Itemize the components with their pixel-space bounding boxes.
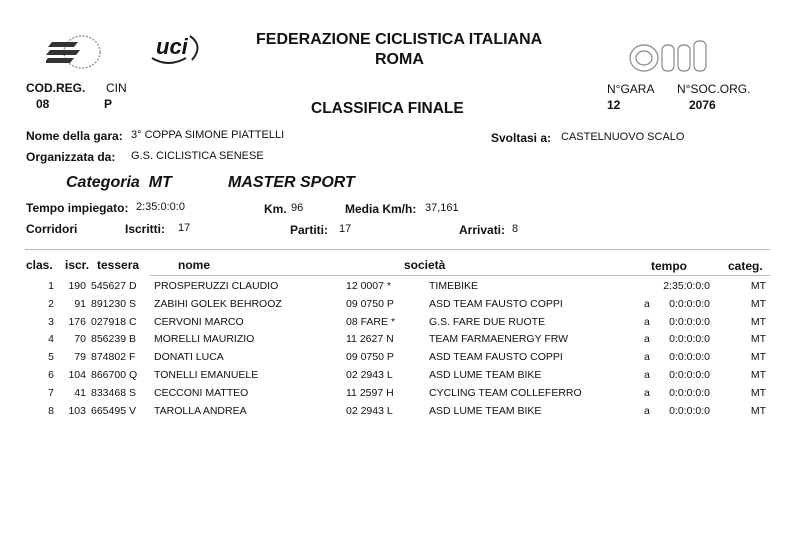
cell-iscr: 190 (68, 280, 86, 292)
city-title: ROMA (375, 51, 424, 68)
km-value: 96 (291, 202, 304, 214)
cell-tessera: 027918 C (91, 315, 137, 328)
cell-codice: 09 0750 P (346, 351, 394, 364)
cell-iscr: 91 (74, 297, 86, 310)
uci-logo-text: uci (156, 34, 188, 59)
cell-clas: 5 (48, 351, 54, 364)
cell-nome: CECCONI MATTEO (154, 386, 249, 399)
cell-iscr: 103 (68, 404, 86, 417)
cell-clas: 1 (48, 280, 54, 292)
cell-prefix: a (644, 386, 650, 399)
cell-clas: 6 (48, 369, 54, 381)
cell-prefix: a (644, 369, 650, 381)
cell-nome: ZABIHI GOLEK BEHROOZ (154, 297, 282, 310)
race-name-label: Nome della gara: (26, 129, 123, 143)
cell-codice: 08 FARE * (346, 315, 396, 328)
cell-tempo: 0:0:0:0:0 (669, 404, 710, 417)
cell-tessera: 545627 D (91, 280, 137, 292)
cell-prefix: a (644, 315, 650, 328)
divider-top (25, 249, 770, 250)
cell-categ: MT (750, 404, 766, 417)
cell-societa: TIMEBIKE (429, 280, 479, 292)
avg-speed-label: Media Km/h: (345, 202, 417, 216)
venue-label: Svoltasi a: (491, 131, 552, 145)
cell-societa: ASD TEAM FAUSTO COPPI (429, 351, 563, 364)
cell-iscr: 41 (74, 386, 86, 399)
cell-categ: MT (750, 369, 766, 381)
cell-codice: 09 0750 P (346, 297, 394, 310)
cell-clas: 8 (48, 404, 54, 417)
cell-categ: MT (750, 351, 766, 364)
page-title: CLASSIFICA FINALE (311, 100, 464, 117)
codreg-value: 08 (36, 97, 50, 111)
cell-tessera: 891230 S (91, 297, 136, 310)
organizer-label: Organizzata da: (26, 150, 116, 164)
cin-label: CIN (106, 81, 127, 95)
cell-tessera: 833468 S (91, 386, 136, 399)
time-value: 2:35:0:0:0 (136, 201, 185, 213)
ngara-label: N°GARA (607, 82, 655, 96)
avg-speed-value: 37,161 (425, 202, 459, 214)
ngara-value: 12 (607, 98, 621, 112)
cell-categ: MT (750, 297, 766, 310)
cell-societa: CYCLING TEAM COLLEFERRO (429, 386, 582, 399)
cell-codice: 02 2943 L (346, 404, 393, 417)
cell-nome: CERVONI MARCO (154, 315, 244, 328)
cell-tempo: 0:0:0:0:0 (669, 369, 710, 381)
cell-societa: ASD LUME TEAM BIKE (429, 369, 542, 381)
coni-logo (626, 38, 712, 74)
cell-prefix: a (644, 404, 650, 417)
cell-iscr: 176 (68, 315, 86, 328)
cell-tessera: 866700 Q (91, 369, 138, 381)
header-categ: categ. (728, 259, 763, 273)
cell-codice: 12 0007 * (346, 280, 391, 292)
header-nome: nome (178, 258, 211, 272)
cell-nome: TONELLI EMANUELE (154, 369, 259, 381)
cell-tempo: 0:0:0:0:0 (669, 351, 710, 364)
cell-tempo: 0:0:0:0:0 (669, 297, 710, 310)
cell-tempo: 0:0:0:0:0 (669, 333, 710, 346)
category-value: MASTER SPORT (228, 174, 355, 191)
category-label: Categoria MT (66, 174, 172, 191)
cell-clas: 4 (48, 333, 54, 346)
header-clas: clas. (26, 258, 53, 272)
cell-nome: TAROLLA ANDREA (154, 404, 247, 417)
cell-iscr: 79 (74, 351, 86, 364)
cell-categ: MT (750, 280, 766, 292)
enrolled-value: 17 (178, 222, 191, 234)
started-label: Partiti: (290, 223, 329, 237)
header-tempo: tempo (651, 259, 687, 273)
cell-nome: MORELLI MAURIZIO (154, 333, 255, 346)
cell-prefix: a (644, 297, 650, 310)
finished-value: 8 (512, 223, 519, 235)
organizer-value: G.S. CICLISTICA SENESE (131, 150, 264, 162)
cell-codice: 11 2627 N (346, 333, 394, 346)
cell-categ: MT (750, 386, 766, 399)
cell-iscr: 104 (68, 369, 86, 381)
cell-societa: TEAM FARMAENERGY FRW (429, 333, 569, 346)
header-tessera: tessera (97, 258, 140, 272)
nsoc-value: 2076 (689, 98, 716, 112)
race-name-value: 3° COPPA SIMONE PIATTELLI (131, 129, 285, 141)
fci-logo (46, 34, 102, 70)
km-label: Km. (264, 202, 287, 216)
cell-prefix: a (644, 351, 650, 364)
cell-tempo: 2:35:0:0:0 (663, 280, 710, 292)
cell-nome: PROSPERUZZI CLAUDIO (154, 280, 279, 292)
cell-prefix: a (644, 333, 650, 346)
cell-societa: G.S. FARE DUE RUOTE (429, 315, 546, 328)
started-value: 17 (339, 223, 352, 235)
cell-tessera: 665495 V (91, 404, 136, 417)
header-societa: società (404, 258, 446, 272)
codreg-label: COD.REG. (26, 81, 86, 95)
cell-tempo: 0:0:0:0:0 (669, 386, 710, 399)
cell-clas: 7 (48, 386, 54, 399)
cell-tempo: 0:0:0:0:0 (669, 315, 710, 328)
finished-label: Arrivati: (459, 223, 506, 237)
cin-value: P (104, 97, 113, 111)
cell-clas: 3 (48, 315, 54, 328)
enrolled-label: Iscritti: (125, 222, 166, 236)
cell-codice: 02 2943 L (346, 369, 393, 381)
divider-header (150, 275, 770, 276)
cell-clas: 2 (48, 297, 54, 310)
cell-tessera: 874802 F (91, 351, 136, 364)
riders-label: Corridori (26, 222, 78, 236)
cell-societa: ASD TEAM FAUSTO COPPI (429, 297, 563, 310)
header-iscr: iscr. (65, 258, 90, 272)
cell-codice: 11 2597 H (346, 386, 394, 399)
cell-categ: MT (750, 315, 766, 328)
cell-nome: DONATI LUCA (154, 351, 224, 364)
federation-title: FEDERAZIONE CICLISTICA ITALIANA (256, 31, 543, 48)
uci-logo (146, 32, 206, 66)
time-label: Tempo impiegato: (26, 201, 129, 215)
nsoc-label: N°SOC.ORG. (677, 82, 751, 96)
cell-tessera: 856239 B (91, 333, 136, 346)
venue-value: CASTELNUOVO SCALO (561, 131, 685, 143)
cell-iscr: 70 (74, 333, 86, 346)
cell-societa: ASD LUME TEAM BIKE (429, 404, 542, 417)
cell-categ: MT (750, 333, 766, 346)
